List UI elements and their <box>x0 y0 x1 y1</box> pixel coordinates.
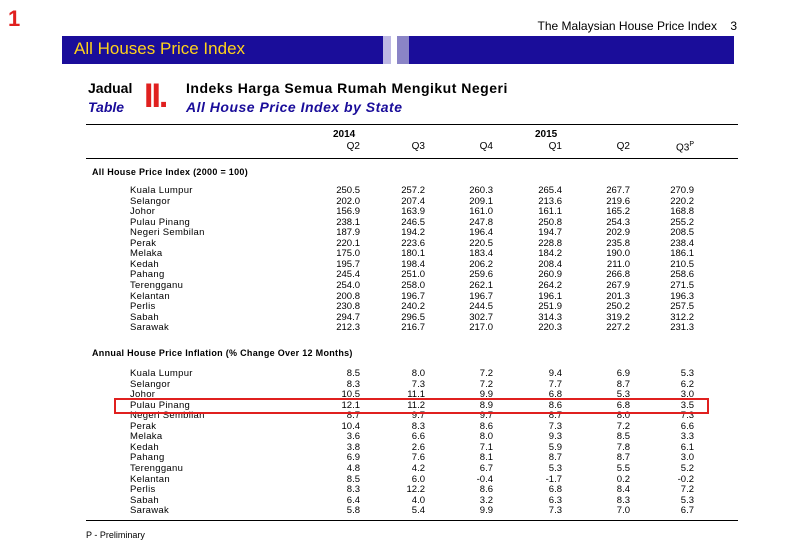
value-cell: 6.2 <box>680 378 694 390</box>
value-cell: 230.8 <box>336 301 360 313</box>
state-name: Pahang <box>130 452 165 464</box>
value-cell: 3.0 <box>680 389 694 401</box>
value-cell: 7.3 <box>680 410 694 422</box>
value-cell: 5.3 <box>616 389 630 401</box>
running-header-page: 3 <box>730 19 737 33</box>
value-cell: 9.9 <box>479 505 493 517</box>
value-cell: 8.5 <box>616 431 630 443</box>
value-cell: 183.4 <box>469 248 493 260</box>
value-cell: 194.2 <box>401 227 425 239</box>
value-cell: 302.7 <box>469 311 493 323</box>
value-cell: 8.0 <box>616 410 630 422</box>
value-cell: 251.9 <box>538 301 562 313</box>
value-cell: 6.7 <box>680 505 694 517</box>
value-cell: 5.3 <box>680 494 694 506</box>
value-cell: 11.2 <box>407 399 425 411</box>
value-cell: 250.2 <box>606 301 630 313</box>
value-cell: 8.7 <box>548 452 562 464</box>
value-cell: 5.4 <box>411 505 425 517</box>
value-cell: 8.6 <box>479 484 493 496</box>
value-cell: 9.7 <box>479 410 493 422</box>
value-cell: 196.7 <box>469 290 493 302</box>
value-cell: 255.2 <box>670 216 694 228</box>
value-cell: 8.4 <box>616 484 630 496</box>
state-name: Sarawak <box>130 322 170 334</box>
table-row <box>0 496 793 507</box>
value-cell: 244.5 <box>469 301 493 313</box>
value-cell: 6.8 <box>548 389 562 401</box>
value-cell: 8.3 <box>616 494 630 506</box>
value-cell: 294.7 <box>336 311 360 323</box>
value-cell: 3.2 <box>479 494 493 506</box>
value-cell: 3.0 <box>680 452 694 464</box>
state-name: Selangor <box>130 195 171 207</box>
state-name: Johor <box>130 206 156 218</box>
value-cell: 8.3 <box>411 420 425 432</box>
table-row <box>0 369 793 380</box>
column-header-q2-2015: Q2 <box>616 141 630 152</box>
table-row <box>0 485 793 496</box>
heading-label-malay: Jadual <box>88 80 133 96</box>
running-header-title: The Malaysian House Price Index <box>537 19 717 33</box>
highlight-box-pulau-pinang <box>114 398 709 414</box>
value-cell: -1.7 <box>545 473 562 485</box>
column-header-q1-2015: Q1 <box>548 141 562 152</box>
value-cell: 12.2 <box>406 484 425 496</box>
value-cell: 251.0 <box>401 269 425 281</box>
footnote: P - Preliminary <box>86 530 145 540</box>
banner-stripe-light <box>383 36 391 64</box>
value-cell: 7.2 <box>479 368 493 379</box>
section-title-inflation: Annual House Price Inflation (% Change Over 12 Months) <box>92 348 353 358</box>
value-cell: 6.1 <box>680 441 694 453</box>
section-title-price-index: All House Price Index (2000 = 100) <box>92 167 249 177</box>
value-cell: 250.5 <box>336 185 360 196</box>
value-cell: 6.9 <box>616 368 630 379</box>
state-name: Perak <box>130 420 157 432</box>
value-cell: 267.7 <box>606 185 630 196</box>
value-cell: 8.1 <box>479 452 493 464</box>
value-cell: 219.6 <box>606 195 630 207</box>
value-cell: 201.3 <box>606 290 630 302</box>
value-cell: 3.3 <box>680 431 694 443</box>
value-cell: 238.4 <box>670 237 694 249</box>
table-heading <box>88 77 738 120</box>
value-cell: 8.9 <box>479 399 493 411</box>
page-number-marker: 1 <box>8 6 21 31</box>
value-cell: 228.8 <box>538 237 562 249</box>
value-cell: 260.3 <box>469 185 493 196</box>
state-name: Melaka <box>130 431 163 443</box>
value-cell: -0.4 <box>476 473 493 485</box>
state-name: Sabah <box>130 311 159 323</box>
value-cell: 217.0 <box>469 322 493 334</box>
value-cell: 6.0 <box>411 473 425 485</box>
state-name: Pulau Pinang <box>130 216 191 228</box>
value-cell: 223.6 <box>401 237 425 249</box>
value-cell: 5.2 <box>680 462 694 474</box>
table-row <box>0 302 793 313</box>
value-cell: 262.1 <box>469 279 493 291</box>
value-cell: 187.9 <box>336 227 360 239</box>
value-cell: 271.5 <box>670 279 694 291</box>
value-cell: 8.7 <box>616 378 630 390</box>
value-cell: 7.3 <box>548 420 562 432</box>
value-cell: 266.8 <box>606 269 630 281</box>
table-row <box>0 281 793 292</box>
value-cell: 4.8 <box>346 462 360 474</box>
value-cell: 319.2 <box>606 311 630 323</box>
value-cell: 7.2 <box>479 378 493 390</box>
state-name: Pulau Pinang <box>130 399 191 411</box>
value-cell: 4.2 <box>411 462 425 474</box>
value-cell: 5.3 <box>680 368 694 379</box>
value-cell: 9.4 <box>548 368 562 379</box>
value-cell: 257.5 <box>670 301 694 313</box>
state-name: Kedah <box>130 441 159 453</box>
value-cell: 250.8 <box>538 216 562 228</box>
value-cell: 210.5 <box>670 258 694 270</box>
value-cell: -0.2 <box>677 473 694 485</box>
value-cell: 6.7 <box>479 462 493 474</box>
heading-label-english: Table <box>88 99 125 115</box>
value-cell: 312.2 <box>670 311 694 323</box>
table-row <box>0 464 793 475</box>
value-cell: 9.7 <box>411 410 425 422</box>
state-name: Perlis <box>130 484 156 496</box>
value-cell: 6.8 <box>548 484 562 496</box>
value-cell: 8.5 <box>346 368 360 379</box>
running-header <box>538 19 737 33</box>
value-cell: 208.4 <box>538 258 562 270</box>
value-cell: 240.2 <box>401 301 425 313</box>
table-row <box>0 475 793 486</box>
column-header-q3-2014: Q3 <box>411 141 425 152</box>
value-cell: 196.7 <box>401 290 425 302</box>
value-cell: 200.8 <box>336 290 360 302</box>
state-name: Kelantan <box>130 290 170 302</box>
value-cell: 246.5 <box>401 216 425 228</box>
value-cell: 6.6 <box>680 420 694 432</box>
value-cell: 194.7 <box>538 227 562 239</box>
value-cell: 254.0 <box>336 279 360 291</box>
value-cell: 258.0 <box>401 279 425 291</box>
value-cell: 7.6 <box>411 452 425 464</box>
value-cell: 216.7 <box>401 322 425 334</box>
state-name: Melaka <box>130 248 163 260</box>
value-cell: 7.1 <box>479 441 493 453</box>
value-cell: 296.5 <box>401 311 425 323</box>
value-cell: 207.4 <box>401 195 425 207</box>
banner-right-bar <box>409 36 734 64</box>
column-header-q3p-2015: $Q3^P$ <box>675 141 694 154</box>
value-cell: 12.1 <box>341 399 360 411</box>
value-cell: 7.7 <box>548 378 562 390</box>
value-cell: 156.9 <box>336 206 360 218</box>
value-cell: 8.5 <box>346 473 360 485</box>
value-cell: 5.8 <box>346 505 360 517</box>
value-cell: 0.2 <box>616 473 630 485</box>
state-name: Negeri Sembilan <box>130 410 205 422</box>
value-cell: 220.2 <box>670 195 694 207</box>
value-cell: 168.8 <box>670 206 694 218</box>
table-row <box>0 506 793 517</box>
value-cell: 7.3 <box>548 505 562 517</box>
table-row <box>0 422 793 433</box>
state-name: Sarawak <box>130 505 170 517</box>
value-cell: 265.4 <box>538 185 562 196</box>
banner-stripe-mid <box>397 36 409 64</box>
value-cell: 7.0 <box>616 505 630 517</box>
state-name: Kelantan <box>130 473 170 485</box>
value-cell: 8.7 <box>548 410 562 422</box>
value-cell: 227.2 <box>606 322 630 334</box>
value-cell: 8.7 <box>616 452 630 464</box>
value-cell: 11.1 <box>407 389 425 401</box>
value-cell: 4.0 <box>411 494 425 506</box>
state-name: Terengganu <box>130 279 184 291</box>
state-name: Perak <box>130 237 157 249</box>
value-cell: 5.3 <box>548 462 562 474</box>
state-name: Perlis <box>130 301 156 313</box>
value-cell: 212.3 <box>336 322 360 334</box>
value-cell: 3.8 <box>346 441 360 453</box>
value-cell: 180.1 <box>401 248 425 260</box>
value-cell: 196.3 <box>670 290 694 302</box>
value-cell: 235.8 <box>606 237 630 249</box>
value-cell: 163.9 <box>401 206 425 218</box>
table-top-rule <box>86 124 738 125</box>
table-row <box>0 432 793 443</box>
value-cell: 5.9 <box>548 441 562 453</box>
state-name: Selangor <box>130 378 171 390</box>
value-cell: 206.2 <box>469 258 493 270</box>
table-row <box>0 443 793 454</box>
value-cell: 209.1 <box>469 195 493 207</box>
state-name: Kuala Lumpur <box>130 185 193 196</box>
section-banner <box>62 36 734 64</box>
table-row <box>0 380 793 391</box>
value-cell: 198.4 <box>401 258 425 270</box>
value-cell: 270.9 <box>670 185 694 196</box>
value-cell: 260.9 <box>538 269 562 281</box>
value-cell: 196.4 <box>469 227 493 239</box>
column-header-q4-2014: Q4 <box>479 141 493 152</box>
value-cell: 7.8 <box>616 441 630 453</box>
value-cell: 245.4 <box>336 269 360 281</box>
value-cell: 202.0 <box>336 195 360 207</box>
value-cell: 7.2 <box>680 484 694 496</box>
value-cell: 3.6 <box>346 431 360 443</box>
preliminary-marker: P <box>689 141 694 148</box>
state-name: Pahang <box>130 269 165 281</box>
value-cell: 5.5 <box>616 462 630 474</box>
value-cell: 6.9 <box>346 452 360 464</box>
value-cell: 3.5 <box>680 399 694 411</box>
value-cell: 2.6 <box>411 441 425 453</box>
column-year-2015: 2015 <box>535 129 558 140</box>
value-cell: 208.5 <box>670 227 694 239</box>
value-cell: 190.0 <box>606 248 630 260</box>
table-row <box>0 453 793 464</box>
value-cell: 202.9 <box>606 227 630 239</box>
value-cell: 184.2 <box>538 248 562 260</box>
value-cell: 9.9 <box>479 389 493 401</box>
value-cell: 8.0 <box>411 368 425 379</box>
state-name: Kuala Lumpur <box>130 368 193 379</box>
value-cell: 8.6 <box>479 420 493 432</box>
heading-table-numeral: II. <box>144 77 167 115</box>
value-cell: 175.0 <box>336 248 360 260</box>
value-cell: 6.4 <box>346 494 360 506</box>
value-cell: 247.8 <box>469 216 493 228</box>
value-cell: 7.2 <box>616 420 630 432</box>
table-row <box>0 186 793 197</box>
table-header-rule <box>86 158 738 159</box>
banner-left-bar <box>62 36 383 64</box>
value-cell: 196.1 <box>538 290 562 302</box>
column-header-q2-2014: Q2 <box>346 141 360 152</box>
value-cell: 6.3 <box>548 494 562 506</box>
value-cell: 231.3 <box>670 322 694 334</box>
value-cell: 186.1 <box>670 248 694 260</box>
value-cell: 161.0 <box>469 206 493 218</box>
value-cell: 8.7 <box>346 410 360 422</box>
value-cell: 213.6 <box>538 195 562 207</box>
value-cell: 10.4 <box>341 420 360 432</box>
state-name: Negeri Sembilan <box>130 227 205 239</box>
banner-title: All Houses Price Index <box>74 39 246 58</box>
state-name: Sabah <box>130 494 159 506</box>
value-cell: 314.3 <box>538 311 562 323</box>
value-cell: 220.1 <box>336 237 360 249</box>
state-name: Terengganu <box>130 462 184 474</box>
table-bottom-rule <box>86 520 738 521</box>
value-cell: 195.7 <box>336 258 360 270</box>
value-cell: 8.3 <box>346 378 360 390</box>
value-cell: 238.1 <box>336 216 360 228</box>
value-cell: 10.5 <box>341 389 360 401</box>
value-cell: 267.9 <box>606 279 630 291</box>
value-cell: 6.8 <box>616 399 630 411</box>
value-cell: 8.3 <box>346 484 360 496</box>
heading-title-malay: Indeks Harga Semua Rumah Mengikut Negeri <box>186 80 508 96</box>
value-cell: 211.0 <box>606 258 630 270</box>
value-cell: 161.1 <box>538 206 562 218</box>
table-row <box>0 323 793 334</box>
value-cell: 257.2 <box>401 185 425 196</box>
state-name: Johor <box>130 389 156 401</box>
value-cell: 258.6 <box>670 269 694 281</box>
column-year-2014: 2014 <box>333 129 356 140</box>
value-cell: 7.3 <box>411 378 425 390</box>
state-name: Kedah <box>130 258 159 270</box>
value-cell: 254.3 <box>606 216 630 228</box>
value-cell: 220.3 <box>538 322 562 334</box>
heading-title-english: All House Price Index by State <box>186 99 403 115</box>
value-cell: 8.0 <box>479 431 493 443</box>
value-cell: 259.6 <box>469 269 493 281</box>
value-cell: 220.5 <box>469 237 493 249</box>
value-cell: 6.6 <box>411 431 425 443</box>
value-cell: 8.6 <box>548 399 562 411</box>
value-cell: 9.3 <box>548 431 562 443</box>
value-cell: 264.2 <box>538 279 562 291</box>
value-cell: 165.2 <box>606 206 630 218</box>
